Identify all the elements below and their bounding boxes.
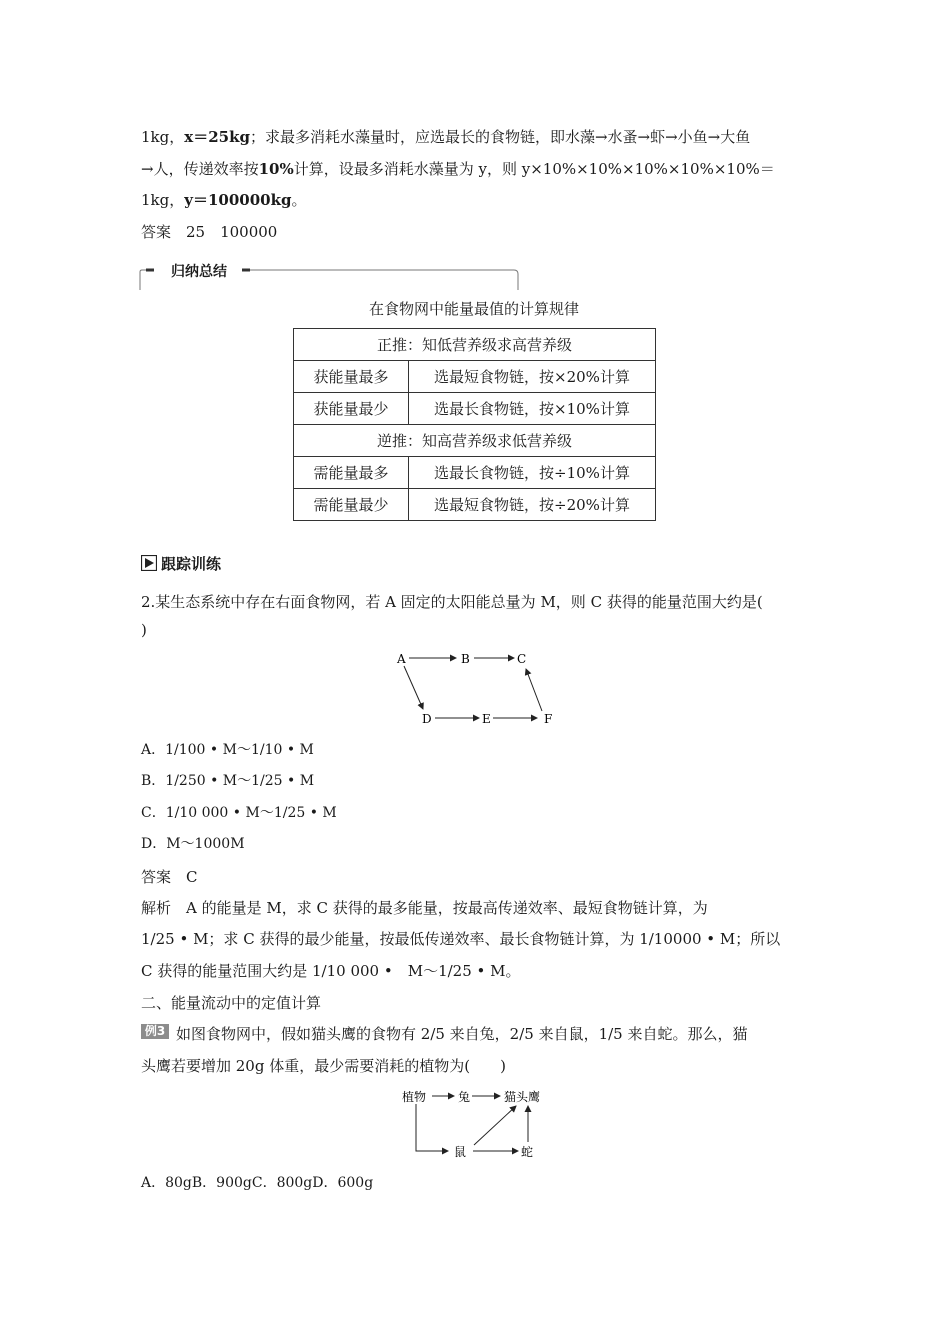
- section-head: 逆推：知高营养级求低营养级: [294, 425, 656, 457]
- node-e: E: [482, 712, 491, 726]
- table-row: [294, 489, 656, 521]
- bold-value: y＝100000kg: [184, 191, 292, 209]
- bold-value: x＝25kg: [184, 128, 250, 146]
- section-head: 正推：知低营养级求高营养级: [294, 329, 656, 361]
- example-tag: 例3: [141, 1024, 169, 1039]
- node-mouse: 鼠: [454, 1145, 467, 1159]
- table-cell: 获能量最多: [294, 361, 409, 393]
- analysis-line-3: C 获得的能量范围大约是 1/10 000 • M～1/25 • M。: [141, 962, 521, 980]
- text: ；求最多消耗水藻量时，应选最长的食物链，即水藻→水蚤→虾→小鱼→大鱼: [249, 128, 751, 146]
- table-row: [294, 457, 656, 489]
- table-row: [294, 361, 656, 393]
- table-cell: 需能量最多: [294, 457, 409, 489]
- text: 1kg，: [141, 191, 185, 209]
- question-2-line-2: ): [141, 621, 147, 639]
- node-f: F: [544, 712, 553, 726]
- table-cell: 选最短食物链，按÷20%计算: [409, 489, 656, 521]
- table-row: [294, 329, 656, 361]
- node-rabbit: 兔: [458, 1090, 471, 1104]
- option-b: B．1/250 • M～1/25 • M: [141, 773, 315, 789]
- text: 计算，设最多消耗水藻量为 y，则 y×10%×10%×10%×10%×10%＝: [293, 160, 775, 178]
- node-snake: 蛇: [521, 1145, 534, 1159]
- table-cell: 选最长食物链，按×10%计算: [409, 393, 656, 425]
- example-3-line-2: 头鹰若要增加 20g 体重，最少需要消耗的植物为( ): [141, 1057, 506, 1075]
- play-icon: [141, 555, 157, 571]
- node-a: A: [397, 652, 406, 666]
- section-heading: 二、能量流动中的定值计算: [141, 994, 322, 1012]
- intro-line-1: [141, 126, 750, 147]
- arrow-f-c: [526, 669, 542, 711]
- node-c: C: [517, 652, 527, 666]
- table-cell: 获能量最少: [294, 393, 409, 425]
- table-cell: 需能量最少: [294, 489, 409, 521]
- answer-2: 答案 C: [141, 868, 198, 886]
- table-cell: 选最长食物链，按÷10%计算: [409, 457, 656, 489]
- food-web-diagram-2: [398, 1082, 558, 1162]
- arrow-mouse-owl: [474, 1106, 516, 1145]
- text: 1kg，: [141, 128, 185, 146]
- node-d: D: [422, 712, 432, 726]
- bold-value: 10%: [258, 160, 294, 178]
- summary-label: 归纳总结: [171, 264, 227, 280]
- summary-title: 在食物网中能量最值的计算规律: [368, 300, 579, 318]
- node-b: B: [461, 652, 470, 666]
- analysis-line-1: 解析 A 的能量是 M，求 C 获得的最多能量，按最高传递效率、最短食物链计算，为: [141, 899, 708, 917]
- text: 。: [291, 191, 307, 209]
- table-cell: 选最短食物链，按×20%计算: [409, 361, 656, 393]
- node-owl: 猫头鹰: [504, 1090, 541, 1104]
- analysis-line-2: 1/25 • M；求 C 获得的最少能量，按最低传递效率、最长食物链计算，为 1/10000 • M；所以: [141, 930, 781, 948]
- summary-table: [293, 328, 656, 521]
- food-web-diagram-1: [392, 648, 562, 730]
- option-d: D．M～1000M: [141, 836, 245, 852]
- intro-line-3: [141, 189, 307, 210]
- table-row: [294, 425, 656, 457]
- option-c: C．1/10 000 • M～1/25 • M: [141, 805, 337, 821]
- arrow-a-d: [404, 666, 423, 709]
- answer-1: 答案 25 100000: [141, 223, 278, 241]
- table-row: [294, 393, 656, 425]
- intro-line-2: [141, 158, 775, 179]
- example-3-options: A．80gB．900gC．800gD．600g: [141, 1175, 374, 1191]
- node-plant: 植物: [402, 1090, 427, 1104]
- option-a: A．1/100 • M～1/10 • M: [141, 742, 314, 758]
- question-2-line-1: 2.某生态系统中存在右面食物网，若 A 固定的太阳能总量为 M，则 C 获得的能量范围大约是(: [141, 593, 763, 611]
- text: →人，传递效率按: [141, 160, 259, 178]
- example-3-line-1: 如图食物网中，假如猫头鹰的食物有 2/5 来自兔，2/5 来自鼠，1/5 来自蛇。那么，猫: [176, 1025, 748, 1043]
- arrow-plant-mouse: [416, 1104, 448, 1151]
- practice-label: 跟踪训练: [161, 555, 222, 573]
